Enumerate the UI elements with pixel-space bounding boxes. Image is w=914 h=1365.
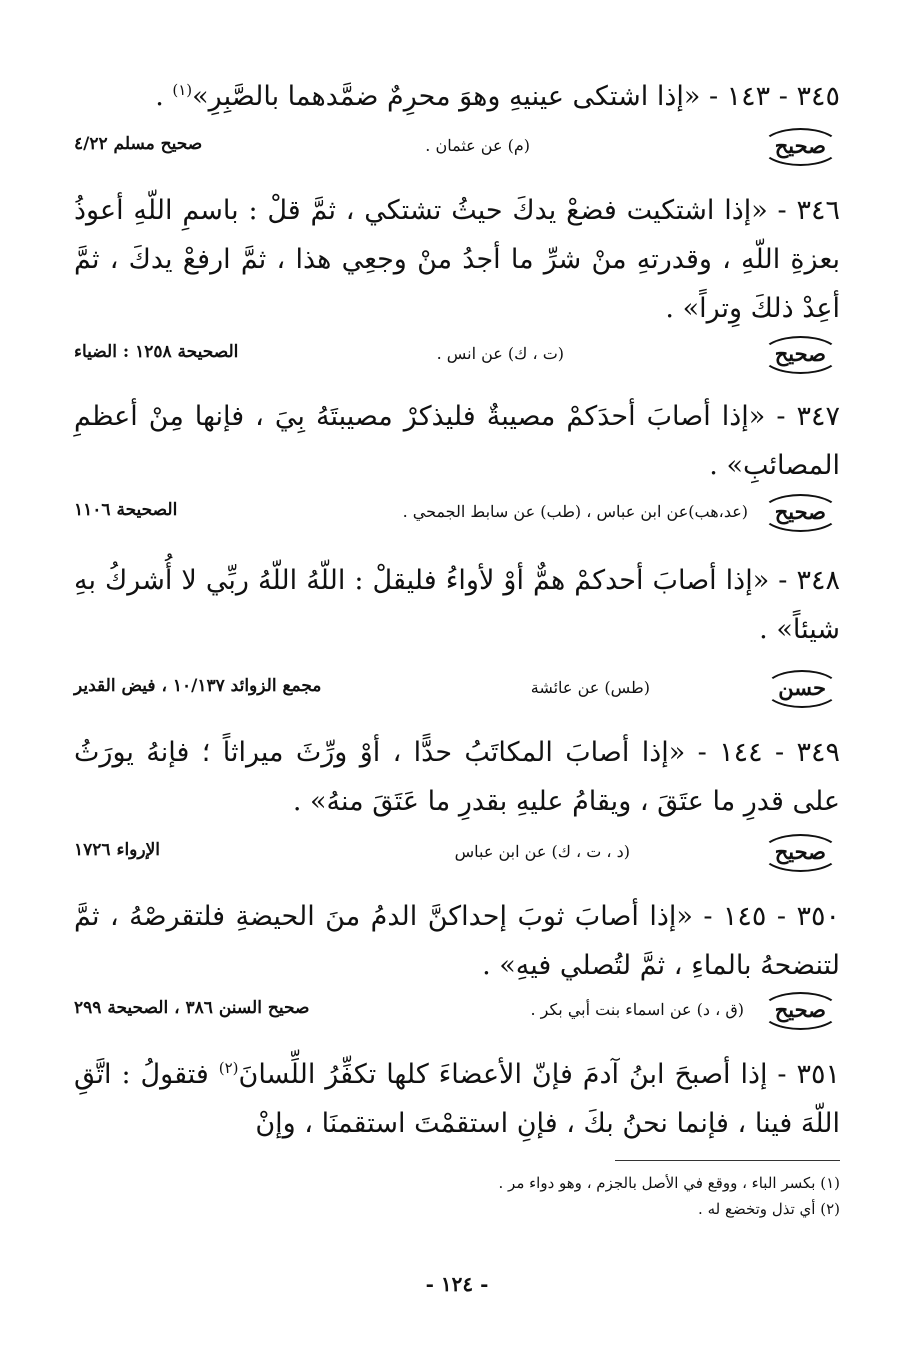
reference: مجمع الزوائد ١٠/١٣٧ ، فيض القدير <box>74 676 322 696</box>
source-line <box>74 834 840 878</box>
grade-badge: حسن <box>764 670 840 708</box>
narration: (م) عن عثمان . <box>425 136 530 155</box>
footnote-marker: (١) <box>172 81 193 99</box>
hadith-text: ٣٤٧ - «إذا أصابَ أحدَكمْ مصيبةٌ فليذكرْ مصيبتَهُ بِيَ ، فإنها مِنْ أعظمِ المصائبِ» . <box>74 401 840 481</box>
narration: (طس) عن عائشة <box>530 678 650 697</box>
hadith-text: ٣٤٦ - «إذا اشتكيت فضعْ يدكَ حيثُ تشتكي ، ثمَّ قلْ : باسمِ اللّهِ أعوذُ بعزةِ اللّهِ ، وقدرتهِ منْ شرِّ ما أجدُ منْ وجعِي هذا ، ثمَّ ارفعْ يدكَ ، ثمَّ أعِدْ ذلكَ وِتراً» . <box>74 195 840 324</box>
reference: الإرواء ١٧٢٦ <box>74 840 161 860</box>
hadith-entry <box>74 186 840 333</box>
narration: (ق ، د) عن اسماء بنت أبي بكر . <box>530 1000 744 1019</box>
footnote-divider <box>615 1160 840 1161</box>
hadith-text: ٣٤٥ - ١٤٣ - «إذا اشتكى عينيهِ وهوَ محرِمٌ ضمَّدهما بالصَّبِرِ» <box>192 81 840 112</box>
source-line <box>74 992 840 1036</box>
hadith-entry <box>74 72 840 121</box>
hadith-entry <box>74 1050 840 1148</box>
hadith-text: ٣٥١ - إذا أصبحَ ابنُ آدمَ فإنّ الأعضاءَ كلها تكفِّرُ اللِّسانَ <box>238 1059 840 1090</box>
hadith-text: ٣٤٨ - «إذا أصابَ أحدكمْ همٌّ أوْ لأواءُ فليقلْ : اللّهُ اللّهُ ربِّي لا أُشركُ بهِ شيئاً» . <box>74 565 840 645</box>
footnote-marker: (٢) <box>218 1059 239 1077</box>
footnote: (٢) أي تذل وتخضع له . <box>698 1200 840 1218</box>
grade-badge: صحيح <box>761 992 840 1030</box>
reference: صحيح السنن ٣٨٦ ، الصحيحة ٢٩٩ <box>74 998 310 1018</box>
page-number: - ١٢٤ - <box>425 1272 489 1296</box>
source-line <box>74 494 840 538</box>
hadith-tail: . <box>155 81 164 112</box>
source-line <box>74 336 840 380</box>
reference: الصحيحة ١٢٥٨ : الضياء <box>74 342 239 362</box>
narration: (د ، ت ، ك) عن ابن عباس <box>454 842 630 861</box>
narration: (ت ، ك) عن انس . <box>436 344 564 363</box>
hadith-tail: فتقولُ : اتَّقِ اللّهَ فينا ، فإنما نحنُ بكَ ، فإنِ استقمْتَ استقمنَا ، وإنْ <box>74 1059 840 1139</box>
grade-badge: صحيح <box>761 128 840 166</box>
reference: صحيح مسلم ٤/٢٢ <box>74 134 203 154</box>
hadith-entry <box>74 392 840 490</box>
hadith-entry <box>74 892 840 990</box>
hadith-text: ٣٥٠ - ١٤٥ - «إذا أصابَ ثوبَ إحداكنَّ الدمُ منَ الحيضةِ فلتقرصْهُ ، ثمَّ لتنضحهُ بالماءِ ، ثمَّ لتُصلي فيهِ» . <box>74 901 840 981</box>
narration: (عد،هب)عن ابن عباس ، (طب) عن سابط الجمحي . <box>402 502 748 521</box>
hadith-entry <box>74 728 840 826</box>
source-line <box>74 128 840 172</box>
grade-badge: صحيح <box>761 336 840 374</box>
grade-badge: صحيح <box>761 494 840 532</box>
footnote: (١) بكسر الباء ، ووقع في الأصل بالجزم ، وهو دواء مر . <box>498 1174 840 1192</box>
hadith-entry <box>74 556 840 654</box>
source-line <box>74 670 840 714</box>
reference: الصحيحة ١١٠٦ <box>74 500 178 520</box>
grade-badge: صحيح <box>761 834 840 872</box>
hadith-text: ٣٤٩ - ١٤٤ - «إذا أصابَ المكاتَبُ حدًّا ، أوْ ورِّثَ ميراثاً ؛ فإنهُ يورَثُ على قدرِ ما عتَقَ ، ويقامُ عليهِ بقدرِ ما عَتَقَ منهُ» . <box>74 737 840 817</box>
